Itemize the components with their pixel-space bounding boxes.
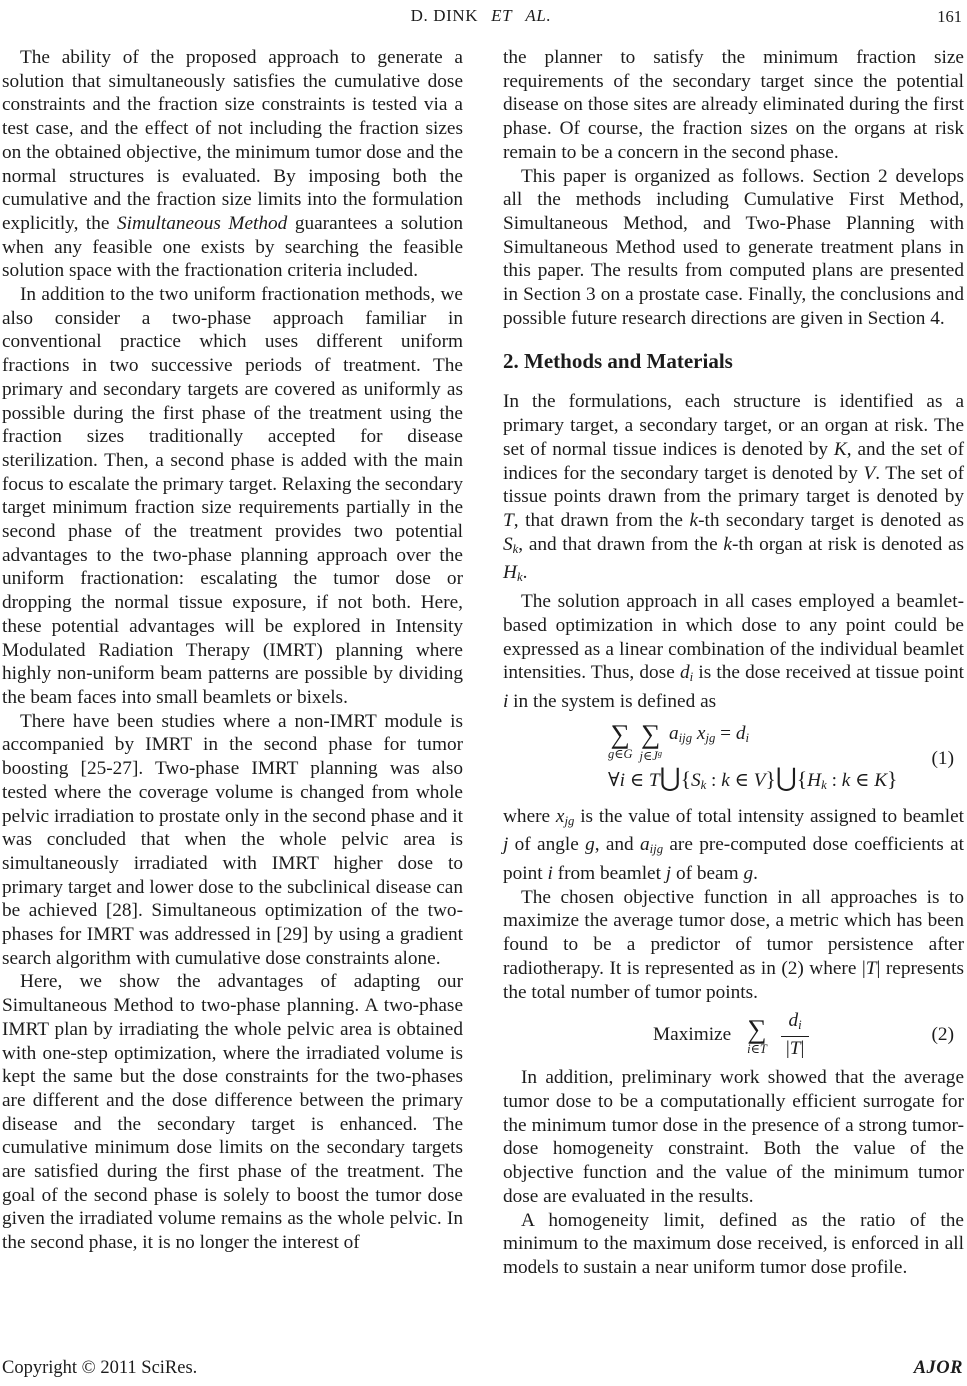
sigma-icon: ∑ [747, 1013, 767, 1044]
sum-over-angles [608, 718, 633, 761]
journal-abbreviation: AJOR [913, 1358, 963, 1378]
paragraph-solution-approach: The solution approach in all cases employed a beamlet-based optimization in which dose to any point could be expressed as a linear combination of the individual beamlet intensities. Thus, dose di is the dose received at tissue point i in the system is defined as [503, 591, 964, 713]
sigma-icon: ∑ [641, 718, 661, 749]
fraction-di-over-T [781, 1011, 809, 1059]
equation-2-body [653, 1011, 809, 1059]
equation-2-number: (2) [931, 1024, 954, 1046]
paragraph-two-phase-approach: In addition to the two uniform fractionation methods, we also consider a two-phase approach familiar in conventional practice which uses different uniform fractions in two successive periods of treatment. The primary and secondary targets are covered as uniformly as possible during the first phase of the treatment using the fraction sizes traditionally accepted for disease sterilization. Then, a second phase is added with the main focus to escalate the primary target. Relaxing the secondary target minimum fraction size requirements partially in the second phase of the treatment provides two potential advantages to the two-phase planning approach over the uniform fractionation: escalating the tumor dose or dropping the normal tissue exposure, if not both. Here, these potential advantages will be explored in Intensity Modulated Radiation Therapy (IMRT) planning where highly non-uniform beam patterns are possible by dividing the beam faces into small beamlets or bixels. [2, 284, 463, 708]
maximize-label: Maximize [653, 1024, 732, 1046]
equation-2 [503, 1011, 964, 1059]
paragraph-intro-simultaneous: The ability of the proposed approach to generate a solution that simultaneously satisfies the cumulative dose constraints and the fraction size constraints is tested via a test case, and the effect of not including the fraction sizes on the obtained objective, the minimum tumor dose and the normal structures is evaluated. By imposing both the cumulative and the fraction size limits into the formulation explicitly, the Simultaneous Method guarantees a solution when any feasible one exists by searching the feasible solution space with the fractionation criteria included. [2, 47, 463, 282]
paragraph-homogeneity-limit: A homogeneity limit, defined as the ratio of the minimum to the maximum dose received, is enforced in all models to sustain a near uniform tumor dose profile. [503, 1209, 964, 1278]
paragraph-planner-continuation: the planner to satisfy the minimum fraction size requirements of the secondary target since the potential disease on those sites are already eliminated during the first phase. Of course, the fraction sizes on the organs at risk remain to be a concern in the second phase. [503, 47, 964, 163]
paragraph-preliminary-work: In addition, preliminary work showed that the average tumor dose to be a computationally efficient surrogate for the minimum tumor dose in the presence of a strong tumor-dose homogeneity constraint. Both the value of the objective function and the value of the minimum tumor dose are evaluated in the results. [503, 1067, 964, 1207]
copyright-notice: Copyright © 2011 SciRes. [2, 1358, 198, 1378]
equation-1-body [608, 718, 898, 798]
sum-index-g: g∈G [608, 746, 633, 761]
sum-over-beamlets [639, 718, 662, 763]
paragraph-paper-organization: This paper is organized as follows. Section 2 develops all the methods including Cumulative First Method, Simultaneous Method, and Two-Phase Planning with Simultaneous Method used to generate treatment plans in this paper. The results from computed plans are presented in Section 3 on a prostate case. Finally, the conclusions and possible future research directions are given in Section 4. [503, 165, 964, 329]
paragraph-where-definitions: where xjg is the value of total intensity assigned to beamlet j of angle g, and aijg are pre-computed dose coefficients at point i from beamlet j of beam g. [503, 805, 964, 885]
equation-1 [503, 718, 964, 798]
running-title-authors: D. DINK [410, 6, 479, 25]
left-column [2, 46, 463, 1280]
sum-over-tumor-points [747, 1013, 767, 1056]
fraction-numerator: di [788, 1010, 802, 1033]
right-column [503, 46, 964, 1280]
fraction-denominator: |T| [781, 1036, 809, 1059]
two-column-body [2, 46, 964, 1280]
page-footer [2, 1358, 963, 1379]
section-heading-methods: 2. Methods and Materials [503, 349, 733, 374]
equation-1-sum-line [608, 718, 897, 763]
running-title [0, 6, 962, 26]
paragraph-objective-function: The chosen objective function in all approaches is to maximize the average tumor dose, a metric which has been found to be a predictor of tumor persistence after radiotherapy. It is represented as in (2) where |T| represents the total number of tumor points. [503, 886, 965, 1003]
paragraph-advantages: Here, we show the advantages of adapting our Simultaneous Method to two-phase planning. A two-phase IMRT plan by irradiating the whole pelvic area is obtained with one-step optimization, where the irradiated volume is kept the same but the dose constraints for the two-phases are different and the dose difference between the primary disease and the secondary target is enhanced. The cumulative minimum dose limits on the secondary targets are satisfied during the first phase of the treatment. The goal of the second phase is solely to boost the tumor dose given the irradiated volume remains as the whole pelvic. In the second phase, it is no longer the interest of [2, 971, 463, 1254]
equation-1-domain-line: ∀i ∈ T⋃{Sk : k ∈ V}⋃{Hk : k ∈ K} [608, 762, 898, 792]
paragraph-prior-studies: There have been studies where a non-IMRT module is accompanied by IMRT in the second phase for tumor boosting [25-27]. Two-phase IMRT planning was also tested where the coverage volume is changed from whole pelvic irradiation to prostate only in the second phase and it was concluded that when the whole pelvic area is simultaneously irradiated with IMRT higher dose to primary target and lower dose to the subclinical disease can be achieved [28]. Simultaneous optimization of the two-phases for IMRT was addressed in [29] by using a gradient search algorithm with cumulative dose constraints alone. [2, 710, 463, 969]
page-header [0, 6, 962, 32]
equation-1-expression: aijg xjg = di [668, 722, 750, 745]
page-number: 161 [937, 7, 962, 26]
equation-1-number: (1) [931, 748, 954, 770]
sum-index-j: $j\in J^g$ [639, 748, 662, 763]
paragraph-formulations: In the formulations, each structure is identified as a primary target, a secondary target, or an organ at risk. The set of normal tissue indices is denoted by K, and the set of indices for the secondary target is denoted by V. The set of tissue points drawn from the primary target is denoted by T, that drawn from the k-th secondary target is denoted as Sk, and that drawn from the k-th organ at risk is denoted as Hk. [503, 391, 965, 585]
sigma-icon: ∑ [610, 718, 630, 749]
running-title-et-al: ET AL. [491, 6, 552, 25]
sum-index-i: i∈T [747, 1041, 767, 1056]
